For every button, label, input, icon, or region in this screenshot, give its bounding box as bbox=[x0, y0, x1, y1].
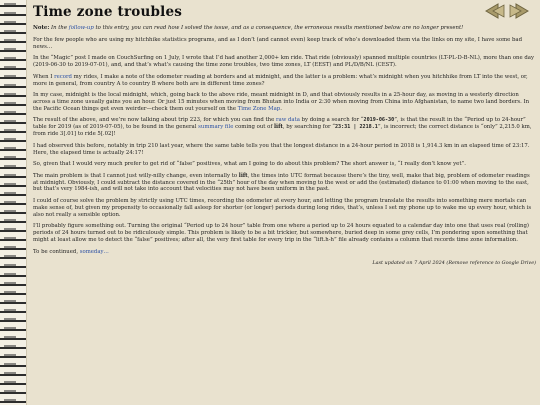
header bbox=[31, 2, 536, 24]
note-label: Note: bbox=[33, 25, 50, 31]
paragraph-11 bbox=[33, 249, 536, 256]
p5-text-4: coming out of bbox=[235, 124, 273, 131]
p5-text-3: ”, is that the result in the “Period up to 24-hour” table for 2019 (as of 2019-07-05), to be found in the general bbox=[33, 117, 526, 131]
page bbox=[31, 2, 536, 405]
p3-text-2: my rides, I make a note of the odometer reading at borders and at midnight, and the latter is a problem: what’s midnight when you hitchhike from LT into the west, or, more in general, from country A to country B where both are in different time zones? bbox=[33, 73, 528, 87]
search-code-1: 2019-06-30 bbox=[363, 117, 395, 124]
paragraph-4 bbox=[33, 92, 536, 113]
p5-text-6: ”, is incorrect; the correct distance is “only” 2,215.0 km, from ride 3[.01] to ride 5[.02]! bbox=[33, 124, 532, 138]
lift-program-name: lift bbox=[274, 124, 283, 131]
p4-text-2: . bbox=[280, 105, 282, 112]
note-paragraph bbox=[33, 25, 536, 32]
p11-text: To be continued, bbox=[33, 248, 79, 255]
time-zone-map-link[interactable]: Time Zone Map bbox=[237, 105, 281, 112]
someday-link[interactable]: someday… bbox=[79, 248, 109, 255]
p5-text-2: by doing a search for “ bbox=[301, 117, 364, 124]
paragraph-7: So, given that I would very much prefer to get rid of “false” positives, what am I going to do about this problem? The short answer is, “I really don’t know yet”. bbox=[33, 161, 466, 168]
paragraph-2: In the “Magic” post I made on CouchSurfing on 1 July, I wrote that I’d had another 2,000+ km ride. That ride (obviously) spanned multiple countries (LT-PL-D-B-NL), more than one day (2019-06-30 to 2019-07-01), and, and that’s what’s causing the time zone troubles, two time zones, LT (EEST) and PL/D/B/NL (CEST). bbox=[33, 55, 534, 69]
paragraph-3 bbox=[33, 74, 536, 88]
article-body bbox=[33, 25, 536, 272]
p5-text-5: , by searching for “ bbox=[282, 124, 335, 131]
p3-text: When I bbox=[33, 73, 53, 80]
left-arrow-icon[interactable] bbox=[484, 3, 506, 19]
spiral-binding bbox=[0, 0, 27, 405]
note-text: In the bbox=[51, 25, 68, 31]
right-arrow-icon[interactable] bbox=[508, 3, 530, 19]
p4-text: In my case, midnight is the local midnight, which, going back to the above ride, meant midnight in D, and that obviously results in a 25-hour day, as moving in a westerly direction across a time zone usually gains you an hour. Or just 15 minutes when moving from Bhutan into India or 2:30 when moving from China into Afghanistan, to name two land borders. In the Pacific Ocean things get even weirder—check them out yourself on the bbox=[33, 92, 530, 112]
p8-text-2: , the times into UTC format because there’s the tiny, well, make that big, problem of odometer readings at midnight. Obviously, I could subtract the distance covered in the “25th” hour of the day when moving to the west or add the (estimated) distance to 01:00 when moving to the east, but that’s very 1984-ish, and will not take into account that velocities may not have been uniform in the past. bbox=[33, 172, 530, 193]
paragraph-9: I could of course solve the problem by strictly using UTC times, recording the odometer at every hour, and letting the program translate the results into something mere mortals can make sense of, but given my propensity to occasionally fall asleep for shorter (or longer) periods during long rides, that’s, unless I set my phone up to wake me up every hour, which is also not really a sensible option. bbox=[33, 197, 532, 218]
note-text-2: to this entry, you can read how I solved the issue, and as a consequence, the erroneous results mentioned below are no longer present! bbox=[95, 25, 464, 31]
lift-program-name-2: lift bbox=[238, 172, 248, 179]
follow-up-link[interactable]: follow-up bbox=[68, 25, 94, 31]
paragraph-1: For the few people who are using my hitchhike statistics programs, and as I don’t (and cannot even) keep track of who’s downloaded them via the links on my site, I have some bad news… bbox=[33, 36, 523, 50]
raw-data-link[interactable]: raw data bbox=[275, 117, 300, 124]
summary-file-link[interactable]: summary file bbox=[198, 124, 234, 131]
page-title: Time zone troubles bbox=[33, 4, 183, 20]
paragraph-8 bbox=[33, 173, 536, 194]
nav-arrows bbox=[484, 3, 530, 19]
paragraph-6: I had observed this before, notably in trip 210 last year, where the same table tells you that the longest distance in a 24-hour period in 2018 is 1,914.3 km in an elapsed time of 23:17. Here, the elapsed time is actually 24:17! bbox=[33, 142, 530, 156]
paragraph-5 bbox=[33, 117, 536, 138]
last-updated: Last updated on 7 April 2024 (Remove reference to Google Drive) bbox=[372, 260, 536, 267]
p5-text-1: The result of the above, and we’re now talking about trip 223, for which you can find the bbox=[33, 117, 275, 124]
paragraph-10: I’ll probably figure something out. Turning the original “Period up to 24 hour” table from one where a period up to 24 hours equated to a calendar day into one that uses real (rolling) periods of 24 hours turned out to be ridiculously simple. This problem is likely to be a bit trickier, but somewhere, buried deep in some grey cells, I’m pondering upon something that might at least allow me to detect the “false” positives; after all, the very first table for every trip in the “lift.h-h” file already contains a column that records time zone information. bbox=[33, 223, 529, 244]
record-link[interactable]: record bbox=[54, 73, 72, 80]
search-code-2: 23:31 | 2218.1 bbox=[334, 124, 378, 131]
p8-text: The main problem is that I cannot just willy-nilly change, even internally to bbox=[33, 172, 238, 179]
